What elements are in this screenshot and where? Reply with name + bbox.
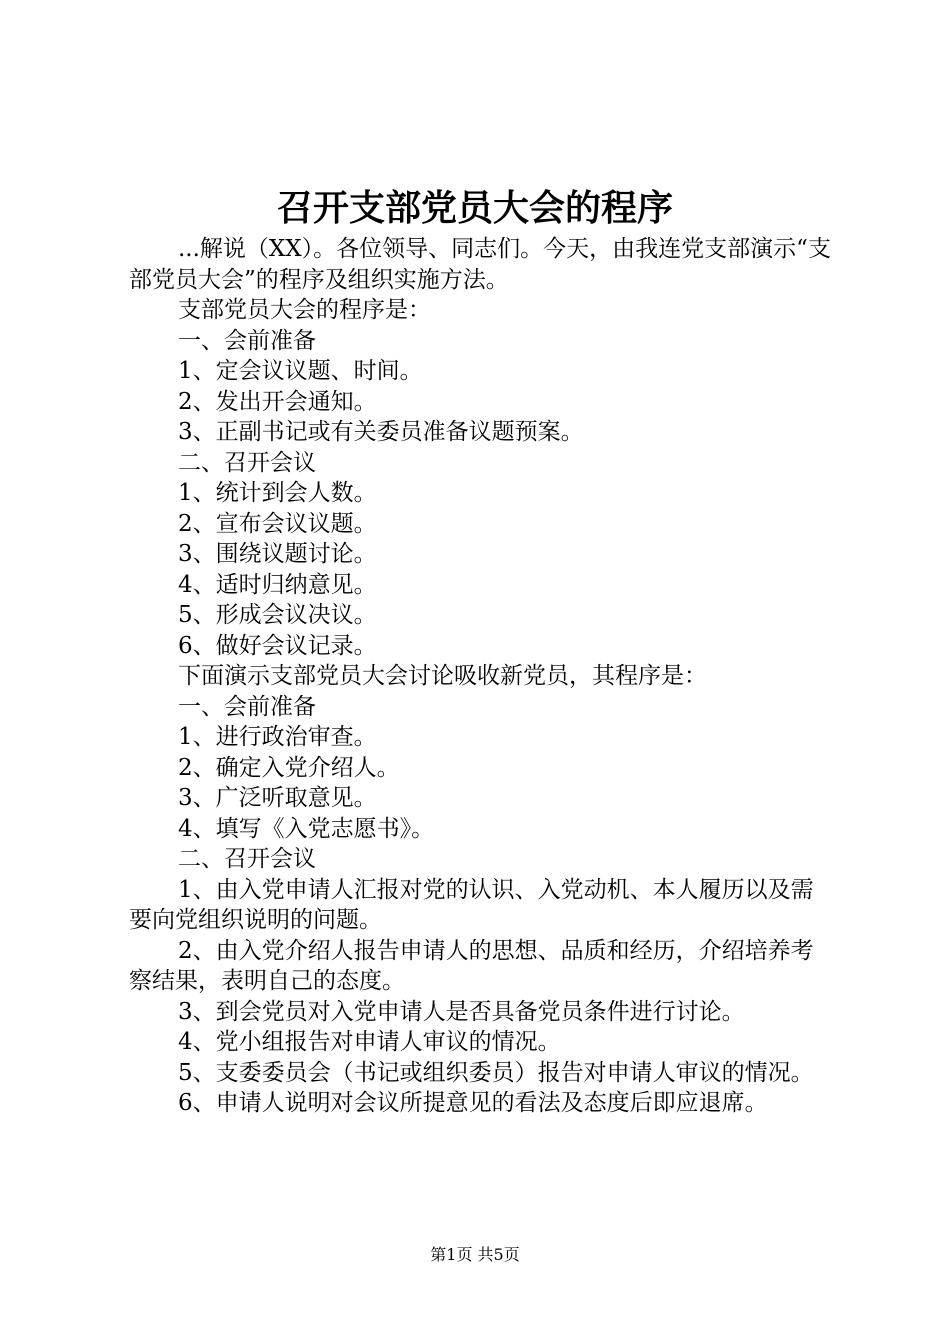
list-item: 2、确定入党介绍人。 — [178, 754, 400, 781]
list-item: 3、围绕议题讨论。 — [178, 541, 377, 567]
list-item: 3、正副书记或有关委员准备议题预案。 — [178, 419, 584, 445]
list-item: 1、进行政治审查。 — [178, 724, 377, 750]
list-item: 6、申请人说明对会议所提意见的看法及态度后即应退席。 — [178, 1090, 768, 1116]
list-item: 2、由入党介绍人报告申请人的思想、品质和经历，介绍培养考察结果，表明自己的态度。 — [129, 937, 814, 994]
list-item: 5、支委委员会（书记或组织委员）报告对申请人审议的情况。 — [178, 1059, 814, 1086]
section-heading: 二、召开会议 — [178, 449, 316, 476]
page-footer: 第1页 共5页 — [430, 1245, 520, 1264]
paragraph-procedure-intro: 支部党员大会的程序是： — [178, 297, 431, 323]
document-body — [129, 234, 831, 1119]
list-item: 4、适时归纳意见。 — [178, 571, 377, 598]
paragraph-new-member-intro: 下面演示支部党员大会讨论吸收新党员，其程序是： — [178, 663, 707, 689]
paragraph-intro: ...解说（XX）。各位领导、同志们。今天，由我连党支部演示“支部党员大会”的程序及组织实施方法。 — [129, 236, 831, 293]
list-item: 2、宣布会议议题。 — [178, 510, 377, 537]
list-item: 1、定会议议题、时间。 — [178, 358, 423, 384]
list-item: 6、做好会议记录。 — [178, 632, 377, 659]
list-item: 5、形成会议决议。 — [178, 602, 377, 628]
list-item: 3、广泛听取意见。 — [178, 785, 377, 811]
document-title: 召开支部党员大会的程序 — [276, 187, 673, 229]
list-item: 1、统计到会人数。 — [178, 480, 377, 506]
list-item: 4、填写《入党志愿书》。 — [178, 815, 435, 842]
section-heading: 二、召开会议 — [178, 846, 316, 872]
list-item: 1、由入党申请人汇报对党的认识、入党动机、本人履历以及需要向党组织说明的问题。 — [129, 876, 814, 933]
section-heading: 一、会前准备 — [178, 693, 316, 720]
list-item: 2、发出开会通知。 — [178, 388, 377, 415]
list-item: 3、到会党员对入党申请人是否具备党员条件进行讨论。 — [178, 998, 745, 1025]
list-item: 4、党小组报告对申请人审议的情况。 — [178, 1029, 561, 1055]
section-heading: 一、会前准备 — [178, 327, 316, 354]
